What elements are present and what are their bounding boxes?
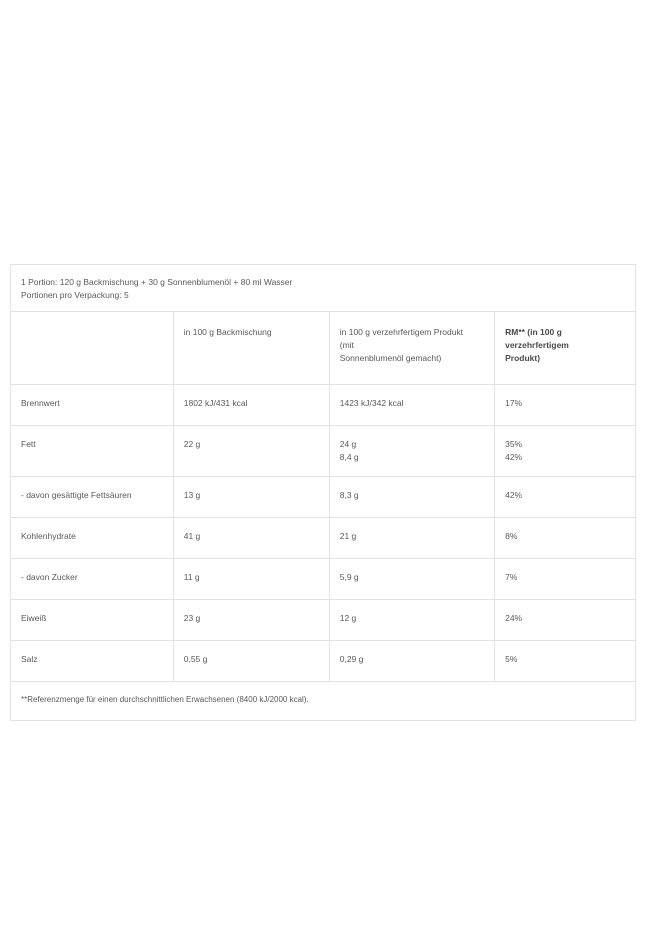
row-value-mix: 22 g bbox=[173, 426, 329, 477]
header-nutrient bbox=[11, 312, 173, 385]
row-value-rm bbox=[495, 599, 635, 640]
row-value-mix: 1802 kJ/431 kcal bbox=[173, 385, 329, 426]
header-ready-line2: (mit bbox=[339, 340, 354, 351]
row-value-ready-line1: 24 g bbox=[339, 439, 357, 450]
servings-per-pack-line: Portionen pro Verpackung: 5 bbox=[21, 290, 129, 301]
row-value-rm-line1: 42% bbox=[505, 489, 523, 500]
table-row bbox=[11, 476, 635, 517]
row-value-rm-line1: 5% bbox=[505, 653, 518, 664]
table-row bbox=[11, 426, 635, 477]
row-value-ready bbox=[329, 385, 494, 426]
nutrition-table bbox=[11, 312, 635, 682]
row-value-mix: 13 g bbox=[173, 476, 329, 517]
row-value-ready bbox=[329, 599, 494, 640]
header-per-100g-mix: in 100 g Backmischung bbox=[173, 312, 329, 385]
row-label: - davon Zucker bbox=[11, 558, 173, 599]
row-value-rm bbox=[495, 476, 635, 517]
row-value-rm bbox=[495, 385, 635, 426]
row-value-mix: 23 g bbox=[173, 599, 329, 640]
row-value-mix: 41 g bbox=[173, 517, 329, 558]
row-value-rm-line1: 8% bbox=[505, 530, 518, 541]
row-label: Fett bbox=[11, 426, 173, 477]
table-row bbox=[11, 517, 635, 558]
table-row bbox=[11, 558, 635, 599]
row-label: - davon gesättigte Fettsäuren bbox=[11, 476, 173, 517]
row-label: Brennwert bbox=[11, 385, 173, 426]
row-value-ready bbox=[329, 640, 494, 681]
row-value-rm-line2: 42% bbox=[505, 452, 523, 463]
header-rm-line2: Produkt) bbox=[505, 352, 541, 363]
serving-info bbox=[11, 265, 635, 312]
header-ready-line3: Sonnenblumenöl gemacht) bbox=[339, 352, 442, 363]
nutrition-table-block bbox=[10, 264, 636, 721]
row-value-ready-line2: 8,4 g bbox=[339, 452, 359, 463]
table-header-row bbox=[11, 312, 635, 385]
row-value-rm bbox=[495, 517, 635, 558]
row-value-ready bbox=[329, 558, 494, 599]
row-value-ready-line1: 1423 kJ/342 kcal bbox=[339, 398, 404, 409]
nutrition-table-head bbox=[11, 312, 635, 385]
row-value-ready-line1: 12 g bbox=[339, 612, 357, 623]
reference-intake-footnote: **Referenzmenge für einen durchschnittlichen Erwachsenen (8400 kJ/2000 kcal). bbox=[21, 694, 309, 704]
header-ready-line1: in 100 g verzehrfertigem Produkt bbox=[339, 327, 464, 338]
row-label: Kohlenhydrate bbox=[11, 517, 173, 558]
row-value-rm-line1: 17% bbox=[505, 398, 523, 409]
row-value-rm-line1: 7% bbox=[505, 571, 518, 582]
row-value-mix: 11 g bbox=[173, 558, 329, 599]
row-value-ready bbox=[329, 517, 494, 558]
row-value-ready-line1: 0,29 g bbox=[339, 653, 364, 664]
table-row bbox=[11, 599, 635, 640]
row-value-ready bbox=[329, 476, 494, 517]
header-rm-line1: RM** (in 100 g verzehrfertigem bbox=[505, 327, 569, 351]
row-value-rm-line1: 35% bbox=[505, 439, 523, 450]
row-value-ready-line1: 8,3 g bbox=[339, 489, 359, 500]
row-value-rm-line1: 24% bbox=[505, 612, 523, 623]
nutrition-table-body bbox=[11, 385, 635, 682]
row-value-ready bbox=[329, 426, 494, 477]
header-per-100g-ready bbox=[329, 312, 494, 385]
row-value-rm bbox=[495, 640, 635, 681]
row-value-rm bbox=[495, 558, 635, 599]
row-value-ready-line1: 5,9 g bbox=[339, 571, 359, 582]
row-label: Eiweiß bbox=[11, 599, 173, 640]
row-value-mix: 0,55 g bbox=[173, 640, 329, 681]
row-label: Salz bbox=[11, 640, 173, 681]
row-value-ready-line1: 21 g bbox=[339, 530, 357, 541]
serving-portion-line: 1 Portion: 120 g Backmischung + 30 g Sonnenblumenöl + 80 ml Wasser bbox=[21, 277, 293, 287]
table-row bbox=[11, 640, 635, 681]
row-value-rm bbox=[495, 426, 635, 477]
header-reference-intake bbox=[495, 312, 635, 385]
table-row bbox=[11, 385, 635, 426]
